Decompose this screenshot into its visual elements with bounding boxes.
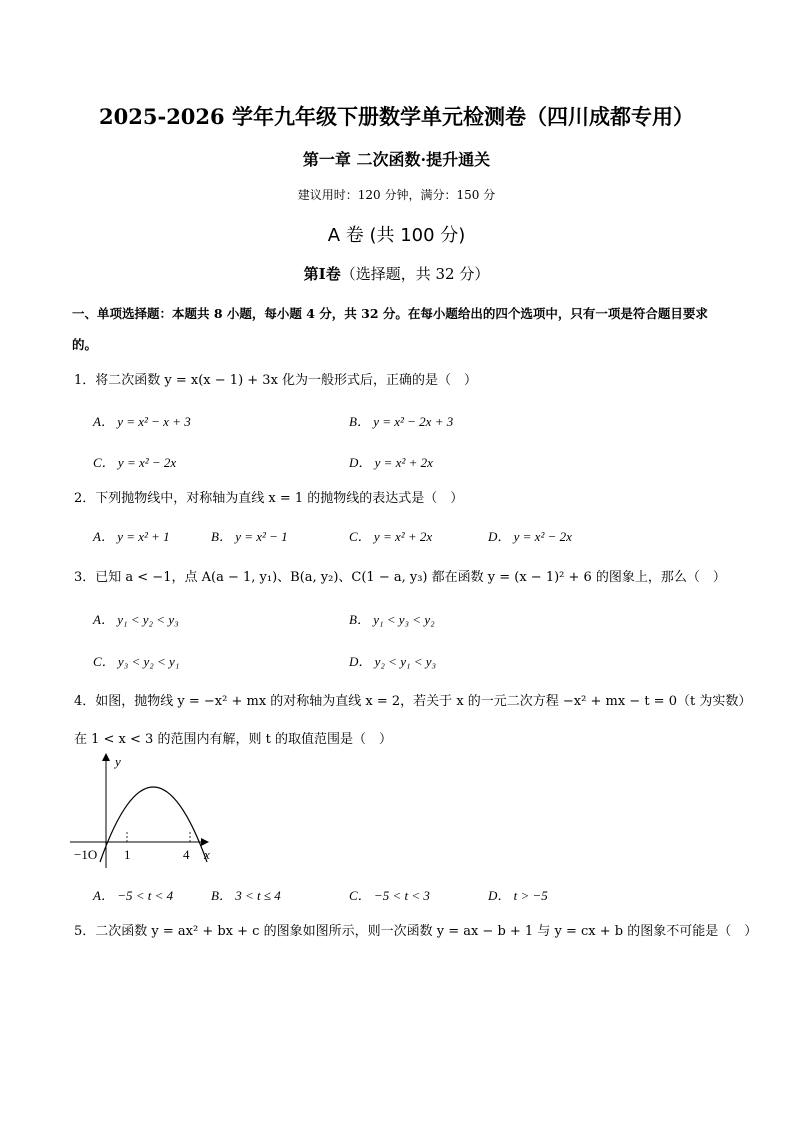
- question-4-parabola-graph: [70, 750, 215, 872]
- volume-a-heading: A 卷 (共 100 分): [327, 225, 466, 246]
- parabola-curve: [100, 787, 207, 862]
- question-1-option-c: C． y = x² − 2x: [93, 455, 177, 470]
- question-3-option-c: C． y₃ < y₂ < y₁: [93, 654, 180, 669]
- tick-label-1: 1: [124, 847, 131, 862]
- question-4-option-d: D． t > −5: [488, 888, 548, 903]
- question-2-stem: 2．下列抛物线中，对称轴为直线 x = 1 的抛物线的表达式是（ ）: [74, 491, 464, 506]
- volume-1-heading: [0, 263, 793, 284]
- question-3-option-b: B． y₁ < y₃ < y₂: [349, 612, 435, 627]
- question-2-option-b: B． y = x² − 1: [211, 529, 288, 544]
- volume-1-label: 第Ⅰ卷: [303, 265, 341, 283]
- section-1-heading: 一、单项选择题：本题共 8 小题，每小题 4 分，共 32 分。在每小题给出的四个选项中，只有一项是符合题目要求的。: [72, 306, 708, 352]
- chapter-title: 第一章 二次函数·提升通关: [302, 150, 491, 169]
- question-4-stem-line1: 4．如图，抛物线 y = −x² + mx 的对称轴为直线 x = 2，若关于 x 的一元二次方程 −x² + mx − t = 0（t 为实数）: [74, 694, 752, 709]
- tick-label-4: 4: [183, 847, 190, 862]
- volume-1-desc: （选择题，共 32 分）: [340, 265, 490, 283]
- question-1-option-a: A． y = x² − x + 3: [93, 414, 191, 429]
- question-1-stem: 1．将二次函数 y = x(x − 1) + 3x 化为一般形式后，正确的是（ ）: [74, 373, 478, 388]
- exam-title: 2025-2026 学年九年级下册数学单元检测卷（四川成都专用）: [99, 104, 694, 129]
- origin-label: −1O: [74, 847, 98, 862]
- question-4-stem-line2: 在 1 < x < 3 的范围内有解，则 t 的取值范围是（ ）: [74, 732, 392, 747]
- question-5-stem: 5．二次函数 y = ax² + bx + c 的图象如图所示，则一次函数 y = ax − b + 1 与 y = cx + b 的图象不可能是（ ）: [74, 924, 758, 939]
- question-3-option-d: D． y₂ < y₁ < y₃: [349, 654, 437, 669]
- time-info: 建议用时：120 分钟，满分：150 分: [297, 188, 496, 202]
- question-3-option-a: A． y₁ < y₂ < y₃: [93, 612, 179, 627]
- question-4-option-b: B． 3 < t ≤ 4: [211, 888, 281, 903]
- question-2-option-a: A． y = x² + 1: [93, 529, 170, 544]
- question-4-option-c: C． −5 < t < 3: [349, 888, 430, 903]
- question-3-stem: 3．已知 a < −1，点 A(a − 1, y₁)、B(a, y₂)、C(1 − a, y₃) 都在函数 y = (x − 1)² + 6 的图象上，那么（ ）: [74, 570, 726, 585]
- question-2-option-c: C． y = x² + 2x: [349, 529, 433, 544]
- question-4-option-a: A． −5 < t < 4: [93, 888, 174, 903]
- question-1-option-d: D． y = x² + 2x: [349, 455, 433, 470]
- question-2-option-d: D． y = x² − 2x: [488, 529, 572, 544]
- question-1-option-b: B． y = x² − 2x + 3: [349, 414, 454, 429]
- x-axis-label: x: [204, 847, 210, 862]
- y-axis-label: y: [115, 754, 121, 769]
